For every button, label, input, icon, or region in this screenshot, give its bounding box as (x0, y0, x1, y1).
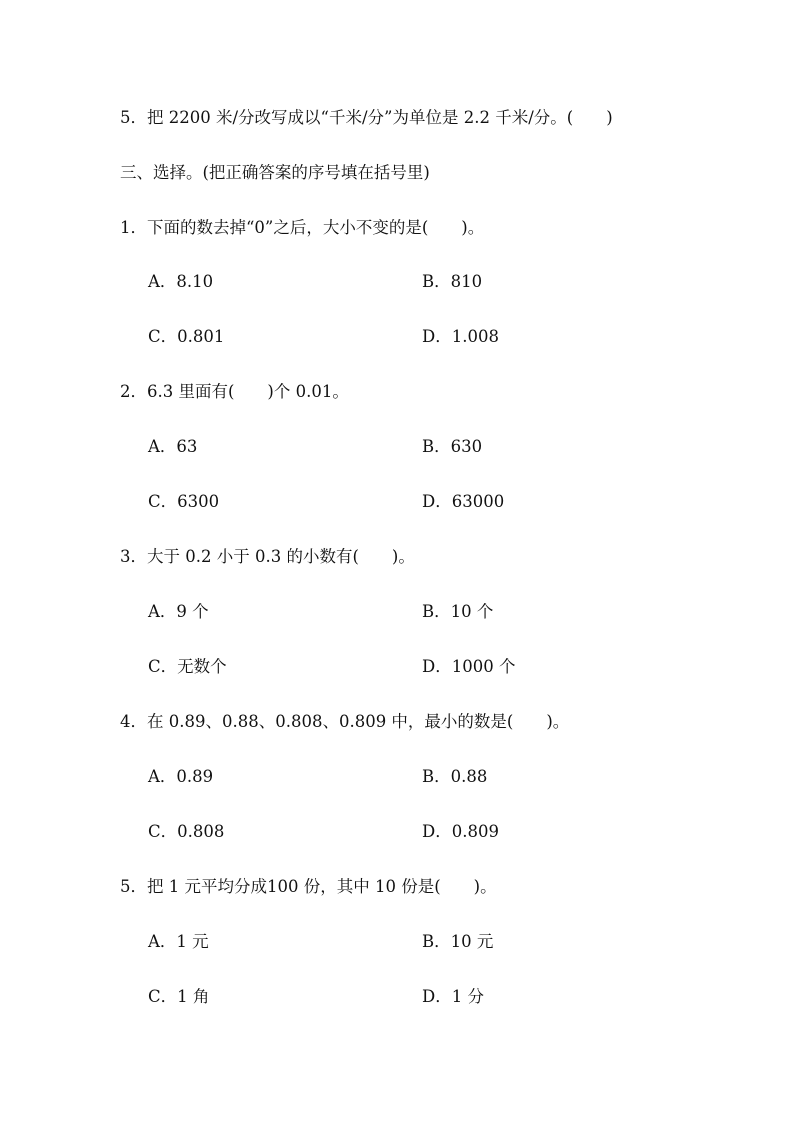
question-stem: 4．在 0.89、0.88、0.808、0.809 中，最小的数是( )。 (120, 712, 570, 731)
option-b: B．810 (422, 272, 483, 291)
option-a: A．8.10 (148, 272, 214, 291)
question-stem: 5．把 1 元平均分成100 份，其中 10 份是( )。 (120, 877, 497, 896)
option-c: C．1 角 (148, 987, 210, 1006)
option-a: A．0.89 (148, 767, 214, 786)
question-stem: 1．下面的数去掉“0”之后，大小不变的是( )。 (120, 218, 485, 237)
option-c: C．无数个 (148, 657, 227, 676)
option-d: D．1.008 (422, 327, 499, 346)
question-stem: 2．6.3 里面有( )个 0.01。 (120, 382, 349, 401)
option-a: A．9 个 (148, 602, 209, 621)
judgement-item-5: 5．把 2200 米/分改写成以“千米/分”为单位是 2.2 千米/分。( ) (120, 108, 613, 127)
option-d: D．63000 (422, 492, 505, 511)
option-c: C．0.808 (148, 822, 225, 841)
option-a: A．1 元 (148, 932, 209, 951)
option-d: D．1 分 (422, 987, 484, 1006)
option-b: B．10 个 (422, 602, 494, 621)
option-b: B．10 元 (422, 932, 494, 951)
option-c: C．6300 (148, 492, 220, 511)
option-d: D．1000 个 (422, 657, 516, 676)
question-stem: 3．大于 0.2 小于 0.3 的小数有( )。 (120, 547, 415, 566)
option-b: B．630 (422, 437, 483, 456)
option-a: A．63 (148, 437, 198, 456)
option-b: B．0.88 (422, 767, 488, 786)
option-c: C．0.801 (148, 327, 225, 346)
section-heading: 三、选择。(把正确答案的序号填在括号里) (120, 163, 430, 182)
option-d: D．0.809 (422, 822, 499, 841)
